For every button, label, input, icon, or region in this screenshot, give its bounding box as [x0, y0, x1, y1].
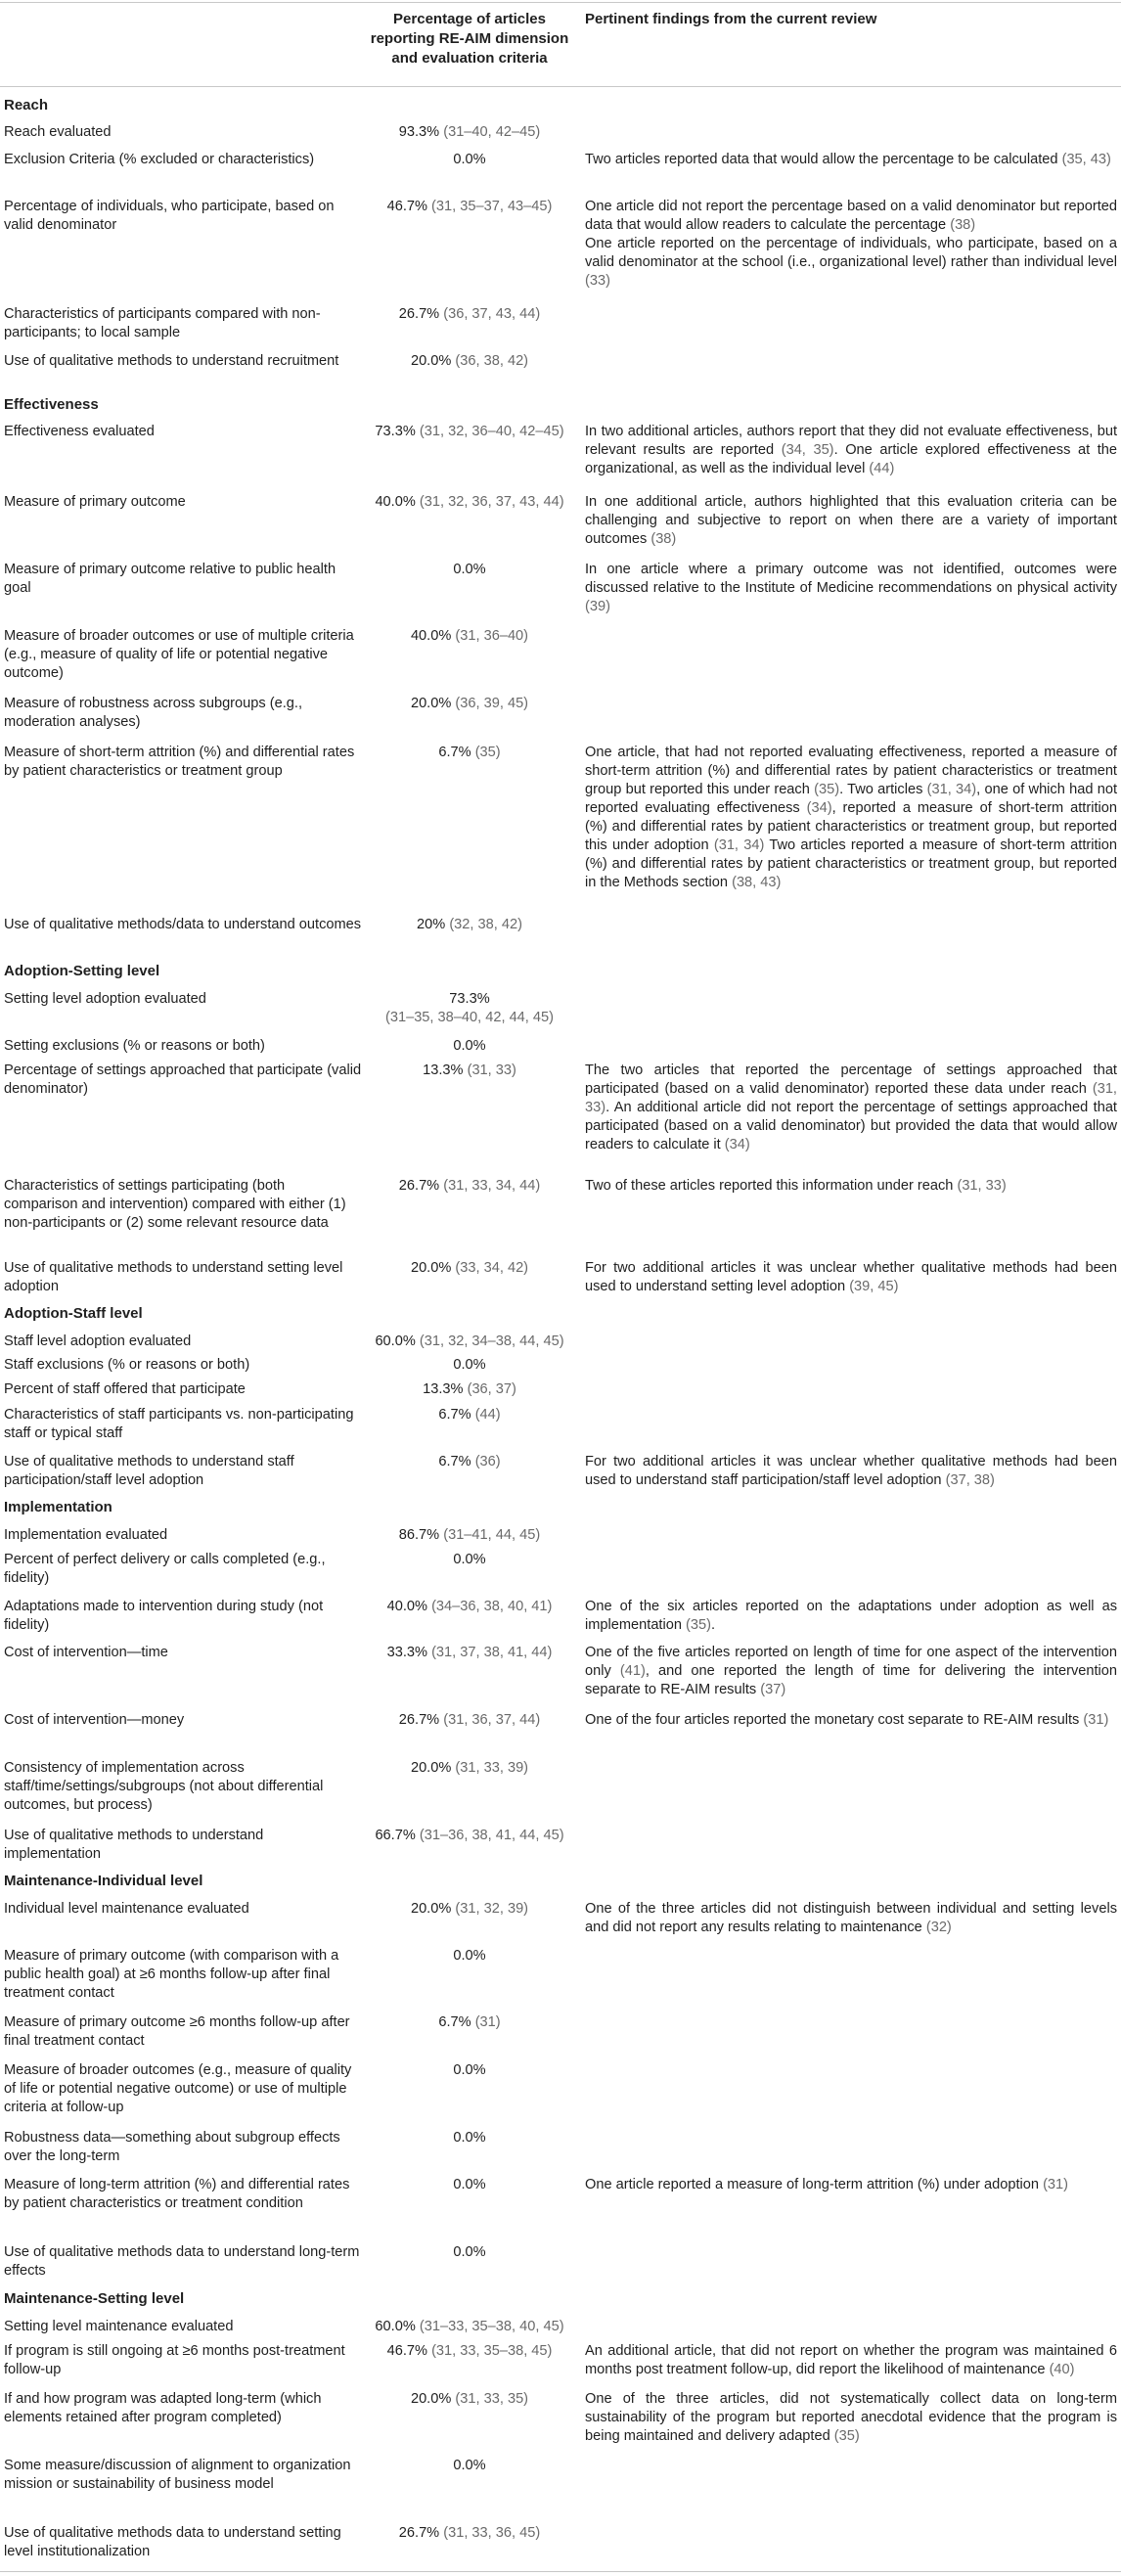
findings-cell — [585, 561, 1117, 616]
criteria-label: Robustness data—something about subgroup effects over the long-term — [4, 2130, 340, 2164]
percentage-value: 13.3% — [423, 1062, 464, 1078]
finding-text: . — [710, 1617, 716, 1633]
percentage-value: 73.3% — [449, 991, 490, 1007]
reference-citation[interactable]: (31–36, 38, 41, 44, 45) — [419, 1828, 564, 1843]
criteria-label: Cost of intervention—money — [4, 1712, 185, 1728]
criteria-label: If program is still ongoing at ≥6 months post-treatment follow-up — [4, 2343, 345, 2377]
findings-cell — [585, 2342, 1117, 2379]
percentage-cell — [360, 1644, 579, 1662]
findings-cell — [585, 1900, 1117, 1937]
section-heading: Maintenance-Setting level — [4, 2290, 185, 2307]
reference-citation[interactable]: (36) — [474, 1454, 501, 1469]
finding-text: In one additional article, authors highlighted that this evaluation criteria can be challenging and subjective to report on when there are a variety of important outcomes — [585, 494, 1117, 547]
reference-citation[interactable]: (31, 33, 35–38, 45) — [431, 2343, 553, 2359]
percentage-cell — [360, 2342, 579, 2361]
criteria-label: Implementation evaluated — [4, 1527, 168, 1543]
percentage-cell — [360, 1827, 579, 1845]
reference-citation[interactable]: (33, 34, 42) — [455, 1260, 529, 1276]
percentage-cell — [360, 1551, 579, 1569]
percentage-value: 0.0% — [453, 152, 486, 167]
finding-text: The two articles that reported the percentage of settings approached that participated (based on a valid denominator) reported these data under reach — [585, 1062, 1117, 1097]
finding-text: . One article explored effectiveness at the organizational, as well as the individual level — [585, 442, 1118, 476]
percentage-value: 13.3% — [423, 1381, 464, 1397]
section-heading: Adoption-Staff level — [4, 1305, 143, 1322]
percentage-value: 20.0% — [410, 353, 452, 369]
findings-cell — [585, 1598, 1117, 1635]
percentage-cell — [360, 352, 579, 371]
finding-text: One article did not report the percentage based on a valid denominator but reported data that would allow readers to calculate the percentage — [585, 199, 1117, 233]
percentage-value: 26.7% — [398, 1178, 440, 1194]
percentage-value: 40.0% — [386, 1599, 427, 1614]
findings-cell — [585, 1259, 1117, 1296]
finding-text: One article reported on the percentage of individuals, who participate, based on a valid denominator at the school (i.e., organizational level) rather than individual level — [585, 236, 1117, 270]
criteria-label: Exclusion Criteria (% excluded or characteristics) — [4, 152, 315, 167]
reference-citation[interactable]: (35) — [814, 782, 840, 797]
percentage-value: 6.7% — [438, 745, 471, 760]
criteria-label: If and how program was adapted long-term (which elements retained after program completed) — [4, 2391, 322, 2425]
percentage-value: 20.0% — [410, 1901, 452, 1917]
criteria-label: Measure of broader outcomes (e.g., measure of quality of life or potential negative outcome) or use of multiple criteria at follow-up — [4, 2062, 352, 2115]
findings-cell — [585, 198, 1117, 291]
reference-citation[interactable]: (31, 33) — [585, 1081, 1117, 1115]
reference-citation[interactable]: (31–33, 35–38, 40, 45) — [419, 2319, 564, 2334]
reference-citation[interactable]: (31, 32, 39) — [455, 1901, 529, 1917]
finding-text: , one of which had not reported evaluating effectiveness — [585, 782, 1118, 816]
percentage-cell — [360, 1062, 579, 1080]
criteria-label: Setting level maintenance evaluated — [4, 2319, 234, 2334]
section-heading: Effectiveness — [4, 396, 99, 413]
percentage-value: 40.0% — [410, 628, 452, 644]
percentage-cell — [360, 1037, 579, 1056]
finding-text: One of the six articles reported on the adaptations under adoption as well as implementation — [585, 1599, 1117, 1633]
criteria-label: Consistency of implementation across staff/time/settings/subgroups (not about differential outcomes, but process) — [4, 1760, 324, 1813]
reference-citation[interactable]: (31, 33, 34, 44) — [443, 1178, 541, 1194]
finding-text: One article reported a measure of long-term attrition (%) under adoption — [585, 2177, 1044, 2192]
percentage-cell — [360, 744, 579, 762]
column-header-findings: Pertinent findings from the current review — [585, 11, 877, 27]
reference-citation[interactable]: (39, 45) — [849, 1279, 899, 1294]
percentage-value: 0.0% — [453, 2244, 486, 2260]
percentage-value: 0.0% — [453, 1357, 486, 1373]
finding-text: One of the five articles reported on length of time for one aspect of the intervention only — [585, 1645, 1117, 1679]
percentage-value: 46.7% — [386, 199, 427, 214]
reference-citation[interactable]: (31–41, 44, 45) — [443, 1527, 541, 1543]
criteria-label: Use of qualitative methods to understand recruitment — [4, 353, 339, 369]
finding-text: One of the four articles reported the monetary cost separate to RE-AIM results — [585, 1712, 1084, 1728]
reference-citation[interactable]: (40) — [1049, 2362, 1075, 2377]
percentage-cell — [360, 1177, 579, 1196]
percentage-cell — [360, 1453, 579, 1471]
percentage-value: 86.7% — [398, 1527, 440, 1543]
criteria-label: Staff exclusions (% or reasons or both) — [4, 1357, 250, 1373]
reference-citation[interactable]: (38) — [950, 217, 976, 233]
percentage-cell — [360, 1947, 579, 1966]
reference-citation[interactable]: (31, 33, 36, 45) — [443, 2525, 541, 2541]
percentage-cell — [360, 123, 579, 142]
criteria-label: Adaptations made to intervention during study (not fidelity) — [4, 1599, 324, 1633]
percentage-cell — [360, 2176, 579, 2194]
finding-text: Two of these articles reported this information under reach — [585, 1178, 958, 1194]
reference-citation[interactable]: (35) — [833, 2428, 860, 2444]
percentage-cell — [360, 2390, 579, 2409]
finding-text: Two articles reported a measure of short-term attrition (%) and differential rates by patient characteristics or treatment group, but reported in the Methods section — [585, 837, 1118, 890]
reference-citation[interactable]: (33) — [585, 273, 610, 289]
finding-text: , reported a measure of short-term attrition (%) and differential rates by patient characteristics or treatment group, but reported this under adoption — [585, 800, 1117, 853]
finding-text: In two additional articles, authors report that they did not evaluate effectiveness, but relevant results are reported — [585, 424, 1117, 458]
percentage-value: 20.0% — [410, 696, 452, 711]
criteria-label: Cost of intervention—time — [4, 1645, 168, 1660]
percentage-value: 26.7% — [398, 1712, 440, 1728]
percentage-cell — [360, 1598, 579, 1616]
reference-citation[interactable]: (31, 35–37, 43–45) — [431, 199, 553, 214]
criteria-label: Reach evaluated — [4, 124, 112, 140]
reference-citation[interactable]: (32, 38, 42) — [449, 917, 522, 932]
finding-text: In one article where a primary outcome was not identified, outcomes were discussed relative to the Institute of Medicine recommendations on physical activity — [585, 562, 1117, 596]
reference-citation[interactable]: (31–40, 42–45) — [443, 124, 541, 140]
table-bottom-rule — [0, 2571, 1121, 2572]
reference-citation[interactable]: (35, 43) — [1061, 152, 1111, 167]
percentage-value: 0.0% — [453, 1948, 486, 1964]
finding-text: . Two articles — [839, 782, 927, 797]
percentage-value: 6.7% — [438, 1454, 471, 1469]
criteria-label: Percent of perfect delivery or calls completed (e.g., fidelity) — [4, 1552, 326, 1586]
percentage-cell — [360, 2524, 579, 2543]
percentage-value: 26.7% — [398, 306, 440, 322]
reference-citation[interactable]: (44) — [474, 1407, 501, 1423]
section-heading: Adoption-Setting level — [4, 963, 160, 979]
section-heading: Implementation — [4, 1499, 112, 1515]
finding-text: For two additional articles it was unclear whether qualitative methods had been used to understand setting level adoption — [585, 1260, 1117, 1294]
percentage-cell — [360, 2243, 579, 2262]
percentage-value: 0.0% — [453, 2062, 486, 2078]
percentage-cell — [360, 916, 579, 934]
percentage-cell — [360, 1333, 579, 1351]
finding-text: Two articles reported data that would allow the percentage to be calculated — [585, 152, 1062, 167]
percentage-value: 46.7% — [386, 2343, 427, 2359]
criteria-label: Setting exclusions (% or reasons or both) — [4, 1038, 265, 1054]
percentage-cell — [360, 627, 579, 646]
percentage-cell — [360, 561, 579, 579]
criteria-label: Staff level adoption evaluated — [4, 1333, 192, 1349]
reference-citation[interactable]: (36, 37, 43, 44) — [443, 306, 541, 322]
percentage-value: 20% — [417, 917, 446, 932]
criteria-label: Characteristics of staff participants vs. non-participating staff or typical staff — [4, 1407, 354, 1441]
findings-cell — [585, 2176, 1117, 2194]
criteria-label: Measure of long-term attrition (%) and differential rates by patient characteristics or treatment condition — [4, 2177, 350, 2211]
findings-cell — [585, 423, 1117, 478]
criteria-label: Characteristics of participants compared with non-participants; to local sample — [4, 306, 321, 340]
reference-citation[interactable]: (31, 32, 34–38, 44, 45) — [419, 1333, 564, 1349]
percentage-cell — [360, 1759, 579, 1778]
reference-citation[interactable]: (34) — [724, 1137, 750, 1152]
criteria-label: Use of qualitative methods/data to understand outcomes — [4, 917, 362, 932]
criteria-label: Use of qualitative methods data to understand setting level institutionalization — [4, 2525, 341, 2559]
reference-citation[interactable]: (38, 43) — [732, 875, 782, 890]
reference-citation[interactable]: (38) — [650, 531, 677, 547]
percentage-value: 6.7% — [438, 2014, 471, 2030]
reference-citation[interactable]: (31, 37, 38, 41, 44) — [431, 1645, 553, 1660]
finding-text: One of the three articles did not distinguish between individual and setting levels and did not report any results relating to maintenance — [585, 1901, 1117, 1935]
finding-text: For two additional articles it was unclear whether qualitative methods had been used to understand staff participation/staff level adoption — [585, 1454, 1117, 1488]
reference-citation[interactable]: (31, 36–40) — [455, 628, 529, 644]
reference-citation[interactable]: (37, 38) — [945, 1472, 995, 1488]
percentage-cell — [360, 2129, 579, 2147]
findings-cell — [585, 1711, 1117, 1730]
percentage-cell — [360, 1356, 579, 1375]
reference-citation[interactable]: (34–36, 38, 40, 41) — [431, 1599, 553, 1614]
criteria-label: Characteristics of settings participating (both comparison and intervention) compared with either (1) non-participants or (2) some relevant resource data — [4, 1178, 346, 1231]
finding-text: . An additional article did not report the percentage of settings approached that participated (based on a valid denominator) but provided the data that would allow readers to calculate it — [585, 1100, 1117, 1152]
findings-cell — [585, 744, 1117, 892]
finding-text: An additional article, that did not report on whether the program was maintained 6 months post treatment follow-up, did report the likelihood of maintenance — [585, 2343, 1117, 2377]
criteria-label: Percentage of settings approached that participate (valid denominator) — [4, 1062, 362, 1097]
criteria-label: Measure of robustness across subgroups (e.g., moderation analyses) — [4, 696, 303, 730]
criteria-label: Measure of primary outcome relative to public health goal — [4, 562, 336, 596]
table-top-rule — [0, 2, 1121, 3]
percentage-value: 66.7% — [375, 1828, 416, 1843]
section-heading: Reach — [4, 97, 49, 113]
findings-cell — [585, 1644, 1117, 1699]
reference-citation[interactable]: (44) — [869, 461, 895, 476]
findings-cell — [585, 1062, 1117, 1154]
criteria-label: Percent of staff offered that participate — [4, 1381, 246, 1397]
percentage-value: 26.7% — [398, 2525, 440, 2541]
percentage-cell — [360, 990, 579, 1027]
reference-citation[interactable]: (31, 33, 39) — [455, 1760, 529, 1776]
percentage-cell — [360, 1900, 579, 1919]
percentage-value: 60.0% — [375, 1333, 416, 1349]
percentage-cell — [360, 198, 579, 216]
percentage-cell — [360, 305, 579, 324]
reference-citation[interactable]: (31, 32, 36–40, 42–45) — [419, 424, 564, 439]
percentage-value: 60.0% — [375, 2319, 416, 2334]
reference-citation[interactable]: (31, 34) — [926, 782, 977, 797]
percentage-cell — [360, 1406, 579, 1424]
reference-citation[interactable]: (39) — [585, 599, 610, 614]
criteria-label: Setting level adoption evaluated — [4, 991, 206, 1007]
column-header-percentage: Percentage of articles reporting RE-AIM dimension and evaluation criteria — [370, 11, 569, 67]
criteria-label: Measure of primary outcome (with comparison with a public health goal) at ≥6 months follow-up after final treatment contact — [4, 1948, 339, 2001]
percentage-value: 20.0% — [410, 1260, 452, 1276]
criteria-label: Measure of primary outcome ≥6 months follow-up after final treatment contact — [4, 2014, 350, 2049]
findings-cell — [585, 151, 1117, 169]
percentage-value: 20.0% — [410, 2391, 452, 2407]
reference-citation[interactable]: (31) — [1083, 1712, 1109, 1728]
reference-citation[interactable]: (34) — [806, 800, 832, 816]
criteria-label: Use of qualitative methods to understand implementation — [4, 1828, 264, 1862]
reference-citation[interactable]: (35) — [686, 1617, 711, 1633]
percentage-value: 20.0% — [410, 1760, 452, 1776]
reference-citation[interactable]: (31, 33) — [467, 1062, 516, 1078]
percentage-cell — [360, 695, 579, 713]
reference-citation[interactable]: (35) — [474, 745, 501, 760]
percentage-value: 0.0% — [453, 562, 486, 577]
reference-citation[interactable]: (37) — [760, 1682, 786, 1697]
percentage-value: 0.0% — [453, 1038, 486, 1054]
findings-cell — [585, 2390, 1117, 2446]
percentage-value: 33.3% — [386, 1645, 427, 1660]
finding-text: One article, that had not reported evaluating effectiveness, reported a measure of short-term attrition (%) and differential rates by patient characteristics or treatment group but reported this under reach — [585, 745, 1117, 797]
percentage-cell — [360, 1380, 579, 1399]
percentage-cell — [360, 1526, 579, 1545]
percentage-cell — [360, 2457, 579, 2475]
criteria-label: Percentage of individuals, who participate, based on valid denominator — [4, 199, 335, 233]
percentage-value: 0.0% — [453, 2130, 486, 2146]
criteria-label: Individual level maintenance evaluated — [4, 1901, 249, 1917]
criteria-label: Measure of broader outcomes or use of multiple criteria (e.g., measure of quality of life or potential negative outcome) — [4, 628, 354, 681]
percentage-cell — [360, 423, 579, 441]
reference-citation[interactable]: (31) — [1043, 2177, 1069, 2192]
finding-text: One of the three articles, did not systematically collect data on long-term sustainability of the program but reported anecdotal evidence that the program is being maintained and delivery adapted — [585, 2391, 1117, 2444]
finding-text: , and one reported the length of time for delivering the intervention separate to RE-AIM results — [585, 1663, 1118, 1697]
percentage-cell — [360, 493, 579, 512]
reference-citation[interactable]: (31, 36, 37, 44) — [443, 1712, 541, 1728]
percentage-value: 0.0% — [453, 1552, 486, 1567]
percentage-cell — [360, 1259, 579, 1278]
reference-citation[interactable]: (32) — [925, 1920, 952, 1935]
section-heading: Maintenance-Individual level — [4, 1873, 203, 1889]
percentage-value: 0.0% — [453, 2458, 486, 2473]
reference-citation[interactable]: (36, 38, 42) — [455, 353, 529, 369]
header-rule — [0, 86, 1121, 87]
reference-citation[interactable]: (34, 35) — [781, 442, 834, 458]
reference-citation[interactable]: (31–35, 38–40, 42, 44, 45) — [384, 1010, 555, 1025]
percentage-cell — [360, 151, 579, 169]
criteria-label: Use of qualitative methods to understand staff participation/staff level adoption — [4, 1454, 294, 1488]
percentage-value: 40.0% — [375, 494, 416, 510]
findings-cell — [585, 493, 1117, 549]
reference-citation[interactable]: (31, 34) — [713, 837, 765, 853]
criteria-label: Some measure/discussion of alignment to organization mission or sustainability of business model — [4, 2458, 351, 2492]
criteria-label: Use of qualitative methods to understand setting level adoption — [4, 1260, 343, 1294]
reference-citation[interactable]: (36, 39, 45) — [455, 696, 529, 711]
reference-citation[interactable]: (31) — [474, 2014, 501, 2030]
criteria-label: Measure of short-term attrition (%) and differential rates by patient characteristics or treatment group — [4, 745, 355, 779]
percentage-value: 6.7% — [438, 1407, 471, 1423]
findings-cell — [585, 1177, 1117, 1196]
reference-citation[interactable]: (31, 33, 35) — [455, 2391, 529, 2407]
criteria-label: Use of qualitative methods data to understand long-term effects — [4, 2244, 360, 2279]
percentage-cell — [360, 2061, 579, 2080]
percentage-cell — [360, 1711, 579, 1730]
percentage-value: 93.3% — [398, 124, 440, 140]
percentage-value: 0.0% — [453, 2177, 486, 2192]
percentage-cell — [360, 2318, 579, 2336]
reference-citation[interactable]: (36, 37) — [467, 1381, 516, 1397]
criteria-label: Effectiveness evaluated — [4, 424, 155, 439]
criteria-label: Measure of primary outcome — [4, 494, 186, 510]
percentage-value: 73.3% — [375, 424, 416, 439]
findings-cell — [585, 1453, 1117, 1490]
percentage-cell — [360, 2013, 579, 2032]
reference-citation[interactable]: (41) — [619, 1663, 646, 1679]
reference-citation[interactable]: (31, 33) — [957, 1178, 1007, 1194]
reference-citation[interactable]: (31, 32, 36, 37, 43, 44) — [419, 494, 564, 510]
